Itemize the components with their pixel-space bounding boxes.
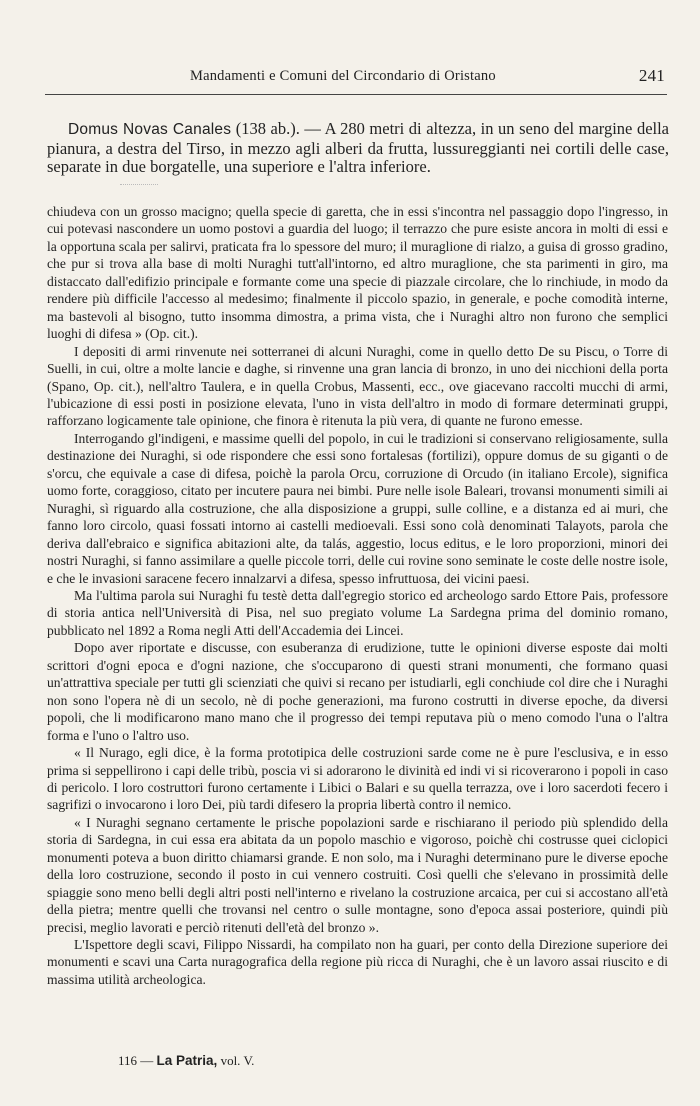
page-number: 241 [638, 66, 665, 85]
entry-lead-text: (138 ab.). — A 280 metri di altezza, in un seno del margine della pianura, a destra del Tirso, in mezzo agli alberi da frutta, lussureggianti nei cortili delle case, separate in due borgatelle, una superiore e l'altra inferiore. [47, 119, 670, 176]
paragraph-7: « I Nuraghi segnano certamente le prische popolazioni sarde e rischiarano il periodo più splendido della storia di Sardegna, in cui essa era abitata da un popolo maschio e vigoroso, poichè chi costrusse quei ciclopici monumenti poteva a buon diritto chiamarsi grande. E non solo, ma i Nuraghi determinano pure le diverse epoche della loro costruzione, secondo il posto in cui vennero costruiti. Così quelli che s'elevano in prossimità delle spiaggie sono meno belli degli altri posti nell'interno e rivelano la costruzione arcaica, per cui si accostano all'età della pietra; mentre quelli che trovansi nel centro o sulle montagne, sono d'epoca assai posteriore, quindi più precisi, meglio lavorati e perciò ritenuti dell'età del bronzo ». [47, 814, 668, 935]
header-rule [45, 94, 667, 95]
entry-lead [47, 120, 669, 177]
body-text [47, 203, 668, 988]
paragraph-8: L'Ispettore degli scavi, Filippo Nissardi, ha compilato non ha guari, per conto della Direzione superiore dei monumenti e scavi una Carta nuragografica della regione più ricca di Nuraghi, che è un lavoro assai riuscito e di massima utilità archeologica. [47, 937, 668, 987]
paragraph-4: Ma l'ultima parola sui Nuraghi fu testè detta dall'egregio storico ed archeologo sardo Ettore Pais, professore di storia antica nell'Università di Pisa, nel suo pregiato volume La Sardegna prima del dominio romano, pubblicato nel 1892 a Roma negli Atti dell'Accademia dei Lincei. [47, 587, 668, 638]
journal-title: La Patria, [156, 1053, 218, 1068]
paragraph-5: Dopo aver riportate e discusse, con esuberanza di erudizione, tutte le opinioni diverse esposte dai molti scrittori d'ogni epoca e d'ogni nazione, che s'occuparono di questi strani monumenti, che formano quasi un'attrattiva speciale per tutti gli scienziati che quivi si recano per istudiarli, egli conchiude col dire che i Nuraghi non sono l'opera nè di un secolo, nè di poche generazioni, ma furono costrutti in diverse epoche, da diversi popoli, che li modificarono mano mano che il progresso dei tempi reputava più o meno comodo l'una o l'altra forma e l'uno o l'altro uso. [47, 640, 668, 743]
volume-label: vol. V. [220, 1053, 255, 1068]
running-title: Mandamenti e Comuni del Circondario di Oristano [190, 68, 496, 84]
signature-footer [118, 1053, 254, 1069]
entry-heading: Domus Novas Canales [68, 121, 232, 138]
paragraph-2: I depositi di armi rinvenute nei sotterranei di alcuni Nuraghi, come in quello detto De su Piscu, o Torre di Suelli, in cui, oltre a molte lancie e daghe, si rinvenne una gran lancia di bronzo, in uno dei nicchioni della porta (Spano, Op. cit.), nell'altro Taulera, e in quella Crobus, Massenti, ecc., ove giacevano raccolti mucchi di armi, l'ubicazione di essi posti in posizione elevata, l'uno in vista dell'altro in modo di formare determinati gruppi, rafforzano logicamente tale opinione, che finora è ritenuta la più vera, di quante ne furono emesse. [47, 343, 668, 429]
paragraph-1: chiudeva con un grosso macigno; quella specie di garetta, che in essi s'incontra nel passaggio dopo l'ingresso, in cui potevasi nascondere un uomo postovi a guardia del luogo; il terrazzo che pure esiste ancora in molti di essi e la opportuna scala per salirvi, praticata fra lo spessore del muro; il muraglione di rialzo, a guisa di grosso gradino, che pur si trova alla base di molti Nuraghi tutt'all'intorno, ed altro muraglione, che sta parimenti in giro, ma distaccato dall'edifizio principale e formante come una specie di piazzale circolare, che lo rinchiude, in modo da rendere più difficile l'accesso al medesimo; finalmente il piccolo spazio, in generale, e poche comodità interne, ma bastevoli al bisogno, tutto insomma dimostra, a prima vista, che i Nuraghi altro non furono che semplici luoghi di difesa » (Op. cit.). [47, 204, 668, 342]
paragraph-3: Interrogando gl'indigeni, e massime quelli del popolo, in cui le tradizioni si conservano religiosamente, sulla destinazione dei Nuraghi, si ode rispondere che essi sono fortalesas (fortilizi), oppure domus de su giganti o de s'orcu, che equivale a case di difesa, poichè la parola Orcu, corruzione di Orcudo (in italiano Ercole), significa uomo forte, coraggioso, citato per incutere paura nei bimbi. Pure nelle isole Baleari, trovansi monumenti simili ai Nuraghi, sì riguardo alla costruzione, che alla disposizione a gruppi, sulle colline, e a distanza ed ai muri, che fanno loro circolo, quasi fossati intorno ai castelli medioevali. Essi sono colà denominati Talayots, parola che deriva dall'ebraico e significa abitazioni alte, da talás, aggestio, locus editus, e le loro proporzioni, minori dei nostri Nuraghi, si fanno assimilare a quelle piccole torri, delle cui rovine sono seminate le coste delle nostre isole, e che le invasioni saracene fecero innalzarvi a difesa, spesso infruttuosa, dei vicini paesi. [47, 430, 668, 586]
sheet-number: 116 — [118, 1053, 154, 1068]
section-separator [120, 184, 158, 185]
paragraph-6: « Il Nurago, egli dice, è la forma prototipica delle costruzioni sarde come ne è pure l'esclusiva, e in esso prima si seppellirono i capi delle tribù, poscia vi si adorarono le divinità ed indi vi si ricoverarono i popoli in caso di pericolo. I loro costruttori furono certamente i Libici o Balari e su quella terrazza, ove i loro sacerdoti fecero i sagrifizi o invocarono i loro Dei, più tardi difesero la propria libertà contro il nemico. [47, 745, 668, 813]
running-header [45, 68, 665, 90]
